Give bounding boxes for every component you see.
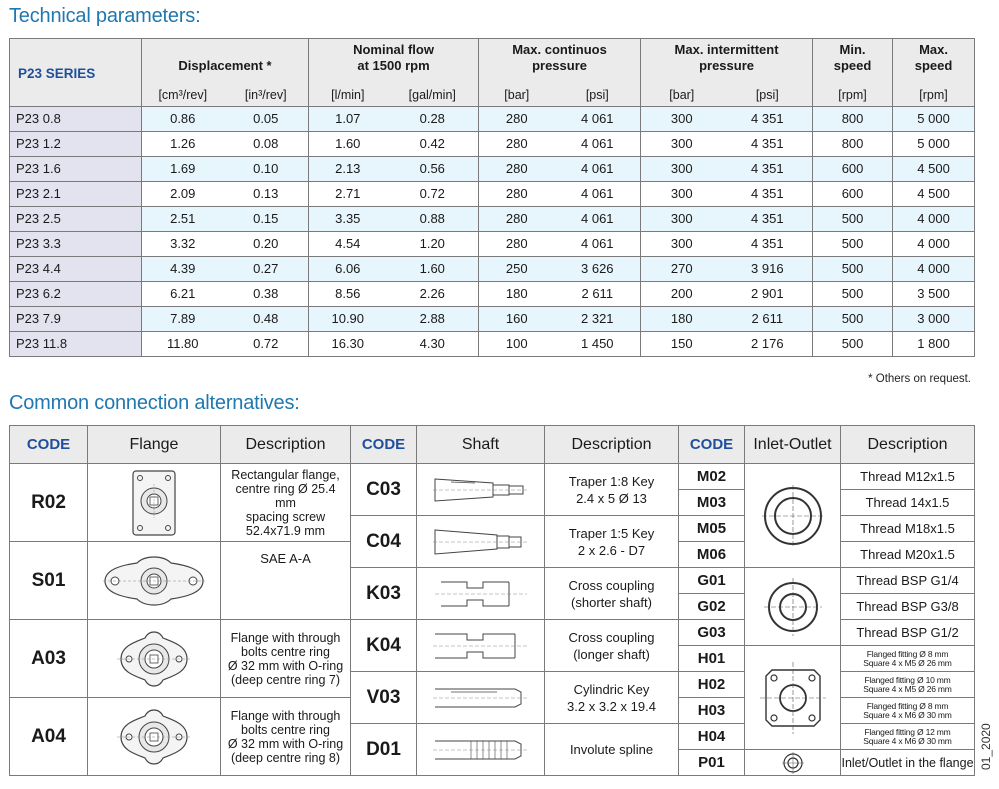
shaft-code: C03 — [351, 464, 417, 516]
value-cell: 0.42 — [387, 132, 479, 157]
table-row — [10, 182, 975, 207]
port-description: Flanged fitting Ø 12 mm Square 4 x M6 Ø 30 mm — [841, 724, 975, 750]
value-cell: 4 061 — [555, 207, 641, 232]
value-cell: 4 351 — [723, 157, 813, 182]
shaft-picture — [417, 464, 545, 516]
port-description: Flanged fitting Ø 8 mm Square 4 x M6 Ø 30 mm — [841, 698, 975, 724]
shaft-header: Shaft — [417, 426, 545, 464]
table-row — [10, 232, 975, 257]
value-cell: 3 916 — [723, 257, 813, 282]
value-cell: 10.90 — [309, 307, 387, 332]
shaft-picture — [417, 516, 545, 568]
value-cell: 8.56 — [309, 282, 387, 307]
value-cell: 0.56 — [387, 157, 479, 182]
connection-alternatives-title: Common connection alternatives: — [9, 392, 300, 414]
value-cell: 7.89 — [142, 307, 224, 332]
description-header: Description — [841, 426, 975, 464]
model-name-cell: P23 1.2 — [10, 132, 142, 157]
value-cell: 0.08 — [224, 132, 309, 157]
table-row — [10, 282, 975, 307]
value-cell: 2.09 — [142, 182, 224, 207]
flange-picture — [88, 464, 221, 542]
value-cell: 4 500 — [893, 157, 975, 182]
value-cell: 0.72 — [387, 182, 479, 207]
table-row — [10, 307, 975, 332]
port-code: H01 — [679, 646, 745, 672]
value-cell: 4 061 — [555, 132, 641, 157]
bolt-flange-icon — [109, 704, 199, 770]
value-cell: 4 351 — [723, 207, 813, 232]
table-row — [10, 107, 975, 132]
value-cell: 3.32 — [142, 232, 224, 257]
model-name-cell: P23 0.8 — [10, 107, 142, 132]
value-cell: 280 — [479, 107, 555, 132]
max-intermittent-pressure-header: Max. intermittent pressure — [641, 39, 813, 85]
table-row — [10, 132, 975, 157]
shaft-picture — [417, 724, 545, 776]
value-cell: 1 800 — [893, 332, 975, 357]
port-description: Thread BSP G3/8 — [841, 594, 975, 620]
value-cell: 500 — [813, 232, 893, 257]
port-description: Flanged fitting Ø 8 mm Square 4 x M5 Ø 26 mm — [841, 646, 975, 672]
value-cell: 280 — [479, 132, 555, 157]
value-cell: 4.54 — [309, 232, 387, 257]
value-cell: 800 — [813, 107, 893, 132]
model-name-cell: P23 2.5 — [10, 207, 142, 232]
value-cell: 600 — [813, 157, 893, 182]
flange-port-icon — [781, 751, 805, 775]
unit-rpm: [rpm] — [813, 85, 893, 107]
value-cell: 3.35 — [309, 207, 387, 232]
model-name-cell: P23 4.4 — [10, 257, 142, 282]
value-cell: 2.13 — [309, 157, 387, 182]
value-cell: 2 611 — [555, 282, 641, 307]
shaft-description: Cross coupling (longer shaft) — [545, 620, 679, 672]
value-cell: 1.60 — [309, 132, 387, 157]
shaft-code: V03 — [351, 672, 417, 724]
value-cell: 500 — [813, 207, 893, 232]
value-cell: 280 — [479, 182, 555, 207]
value-cell: 0.28 — [387, 107, 479, 132]
value-cell: 4 000 — [893, 207, 975, 232]
threaded-port-icon — [758, 481, 828, 551]
unit-psi: [psi] — [723, 85, 813, 107]
value-cell: 1.07 — [309, 107, 387, 132]
flange-code: S01 — [10, 542, 88, 620]
min-speed-header: Min. speed — [813, 39, 893, 85]
value-cell: 0.48 — [224, 307, 309, 332]
unit-lmin: [l/min] — [309, 85, 387, 107]
shaft-picture — [417, 672, 545, 724]
port-description: Inlet/Outlet in the flange — [841, 750, 975, 776]
unit-in3: [in³/rev] — [224, 85, 309, 107]
value-cell: 1.60 — [387, 257, 479, 282]
table-row — [10, 207, 975, 232]
flange-description: Flange with through bolts centre ring Ø 32 mm with O-ring (deep centre ring 7) — [221, 620, 351, 698]
value-cell: 5 000 — [893, 132, 975, 157]
value-cell: 270 — [641, 257, 723, 282]
flange-description: Rectangular flange, centre ring Ø 25.4 mm spacing screw 52.4x71.9 mm — [221, 464, 351, 542]
code-header: CODE — [679, 426, 745, 464]
value-cell: 2 321 — [555, 307, 641, 332]
value-cell: 100 — [479, 332, 555, 357]
flange-picture — [88, 620, 221, 698]
value-cell: 4.30 — [387, 332, 479, 357]
port-code: P01 — [679, 750, 745, 776]
value-cell: 300 — [641, 207, 723, 232]
unit-rpm: [rpm] — [893, 85, 975, 107]
series-header: P23 SERIES — [10, 39, 142, 107]
port-picture — [745, 464, 841, 568]
value-cell: 180 — [479, 282, 555, 307]
flange-code: A04 — [10, 698, 88, 776]
value-cell: 4 061 — [555, 157, 641, 182]
value-cell: 1.69 — [142, 157, 224, 182]
unit-cm3: [cm³/rev] — [142, 85, 224, 107]
value-cell: 2.26 — [387, 282, 479, 307]
bsp-port-icon — [760, 574, 826, 640]
port-description: Thread BSP G1/2 — [841, 620, 975, 646]
value-cell: 500 — [813, 307, 893, 332]
value-cell: 0.10 — [224, 157, 309, 182]
unit-psi: [psi] — [555, 85, 641, 107]
value-cell: 0.27 — [224, 257, 309, 282]
rectangular-flange-icon — [119, 468, 189, 538]
port-picture — [745, 750, 841, 776]
value-cell: 0.20 — [224, 232, 309, 257]
port-picture — [745, 568, 841, 646]
value-cell: 6.06 — [309, 257, 387, 282]
value-cell: 280 — [479, 232, 555, 257]
shaft-code: C04 — [351, 516, 417, 568]
unit-bar: [bar] — [641, 85, 723, 107]
value-cell: 300 — [641, 132, 723, 157]
value-cell: 2.88 — [387, 307, 479, 332]
value-cell: 280 — [479, 207, 555, 232]
value-cell: 300 — [641, 232, 723, 257]
flange-code: A03 — [10, 620, 88, 698]
value-cell: 2 611 — [723, 307, 813, 332]
description-header: Description — [545, 426, 679, 464]
description-header: Description — [221, 426, 351, 464]
shaft-description: Traper 1:8 Key 2.4 x 5 Ø 13 — [545, 464, 679, 516]
value-cell: 150 — [641, 332, 723, 357]
value-cell: 2 901 — [723, 282, 813, 307]
port-code: G02 — [679, 594, 745, 620]
cylindric-shaft-icon — [431, 683, 531, 713]
technical-parameters-table — [9, 38, 975, 357]
model-name-cell: P23 3.3 — [10, 232, 142, 257]
max-speed-header: Max. speed — [893, 39, 975, 85]
bolt-flange-icon — [109, 626, 199, 692]
value-cell: 11.80 — [142, 332, 224, 357]
port-code: H03 — [679, 698, 745, 724]
flange-description: SAE A-A — [221, 542, 351, 620]
port-code: G03 — [679, 620, 745, 646]
shaft-description: Involute spline — [545, 724, 679, 776]
port-code: M06 — [679, 542, 745, 568]
shaft-code: K03 — [351, 568, 417, 620]
shaft-picture — [417, 620, 545, 672]
tapered-shaft-icon — [431, 527, 531, 557]
technical-parameters-title: Technical parameters: — [9, 5, 201, 27]
port-description: Thread M18x1.5 — [841, 516, 975, 542]
value-cell: 280 — [479, 157, 555, 182]
value-cell: 3 000 — [893, 307, 975, 332]
value-cell: 180 — [641, 307, 723, 332]
value-cell: 200 — [641, 282, 723, 307]
value-cell: 1 450 — [555, 332, 641, 357]
table-row — [10, 257, 975, 282]
tapered-shaft-icon — [431, 475, 531, 505]
value-cell: 4 061 — [555, 232, 641, 257]
value-cell: 0.05 — [224, 107, 309, 132]
shaft-description: Cross coupling (shorter shaft) — [545, 568, 679, 620]
value-cell: 4.39 — [142, 257, 224, 282]
flanged-fitting-port-icon — [758, 658, 828, 738]
value-cell: 4 000 — [893, 232, 975, 257]
flange-description: Flange with through bolts centre ring Ø 32 mm with O-ring (deep centre ring 8) — [221, 698, 351, 776]
port-description: Thread BSP G1/4 — [841, 568, 975, 594]
port-code: M03 — [679, 490, 745, 516]
value-cell: 5 000 — [893, 107, 975, 132]
value-cell: 4 061 — [555, 107, 641, 132]
port-description: Thread M12x1.5 — [841, 464, 975, 490]
value-cell: 4 351 — [723, 132, 813, 157]
shaft-description: Cylindric Key 3.2 x 3.2 x 19.4 — [545, 672, 679, 724]
value-cell: 4 061 — [555, 182, 641, 207]
port-code: G01 — [679, 568, 745, 594]
model-name-cell: P23 2.1 — [10, 182, 142, 207]
value-cell: 3 626 — [555, 257, 641, 282]
model-name-cell: P23 7.9 — [10, 307, 142, 332]
value-cell: 0.72 — [224, 332, 309, 357]
model-name-cell: P23 1.6 — [10, 157, 142, 182]
value-cell: 500 — [813, 257, 893, 282]
shaft-picture — [417, 568, 545, 620]
connection-alternatives-table — [9, 425, 975, 776]
value-cell: 2.51 — [142, 207, 224, 232]
port-description: Thread 14x1.5 — [841, 490, 975, 516]
port-code: H04 — [679, 724, 745, 750]
value-cell: 2.71 — [309, 182, 387, 207]
cross-coupling-icon — [431, 626, 531, 666]
table-row — [10, 332, 975, 357]
max-continuous-pressure-header: Max. continuos pressure — [479, 39, 641, 85]
model-name-cell: P23 6.2 — [10, 282, 142, 307]
nominal-flow-header: Nominal flow at 1500 rpm — [309, 39, 479, 85]
value-cell: 300 — [641, 157, 723, 182]
code-header: CODE — [10, 426, 88, 464]
model-name-cell: P23 11.8 — [10, 332, 142, 357]
port-description: Thread M20x1.5 — [841, 542, 975, 568]
value-cell: 600 — [813, 182, 893, 207]
value-cell: 300 — [641, 182, 723, 207]
flange-picture — [88, 698, 221, 776]
value-cell: 500 — [813, 332, 893, 357]
value-cell: 800 — [813, 132, 893, 157]
footnote: * Others on request. — [868, 373, 971, 385]
value-cell: 160 — [479, 307, 555, 332]
value-cell: 1.26 — [142, 132, 224, 157]
inlet-outlet-header: Inlet-Outlet — [745, 426, 841, 464]
table-row — [10, 157, 975, 182]
value-cell: 0.38 — [224, 282, 309, 307]
value-cell: 4 500 — [893, 182, 975, 207]
value-cell: 1.20 — [387, 232, 479, 257]
port-picture — [745, 646, 841, 750]
shaft-description: Traper 1:5 Key 2 x 2.6 - D7 — [545, 516, 679, 568]
value-cell: 250 — [479, 257, 555, 282]
port-code: H02 — [679, 672, 745, 698]
value-cell: 2 176 — [723, 332, 813, 357]
port-code: M05 — [679, 516, 745, 542]
code-header: CODE — [351, 426, 417, 464]
value-cell: 16.30 — [309, 332, 387, 357]
sae-flange-icon — [99, 551, 209, 611]
unit-galmin: [gal/min] — [387, 85, 479, 107]
unit-bar: [bar] — [479, 85, 555, 107]
cross-coupling-icon — [431, 574, 531, 614]
value-cell: 3 500 — [893, 282, 975, 307]
shaft-code: K04 — [351, 620, 417, 672]
value-cell: 4 351 — [723, 182, 813, 207]
flange-picture — [88, 542, 221, 620]
port-code: M02 — [679, 464, 745, 490]
port-description: Flanged fitting Ø 10 mm Square 4 x M5 Ø 26 mm — [841, 672, 975, 698]
value-cell: 500 — [813, 282, 893, 307]
spline-shaft-icon — [431, 735, 531, 765]
shaft-code: D01 — [351, 724, 417, 776]
document-stamp: 01_2020 — [979, 723, 993, 770]
value-cell: 0.15 — [224, 207, 309, 232]
flange-code: R02 — [10, 464, 88, 542]
value-cell: 0.88 — [387, 207, 479, 232]
value-cell: 0.13 — [224, 182, 309, 207]
value-cell: 6.21 — [142, 282, 224, 307]
value-cell: 4 351 — [723, 107, 813, 132]
flange-header: Flange — [88, 426, 221, 464]
value-cell: 4 351 — [723, 232, 813, 257]
displacement-header: Displacement * — [142, 39, 309, 85]
value-cell: 300 — [641, 107, 723, 132]
value-cell: 0.86 — [142, 107, 224, 132]
value-cell: 4 000 — [893, 257, 975, 282]
